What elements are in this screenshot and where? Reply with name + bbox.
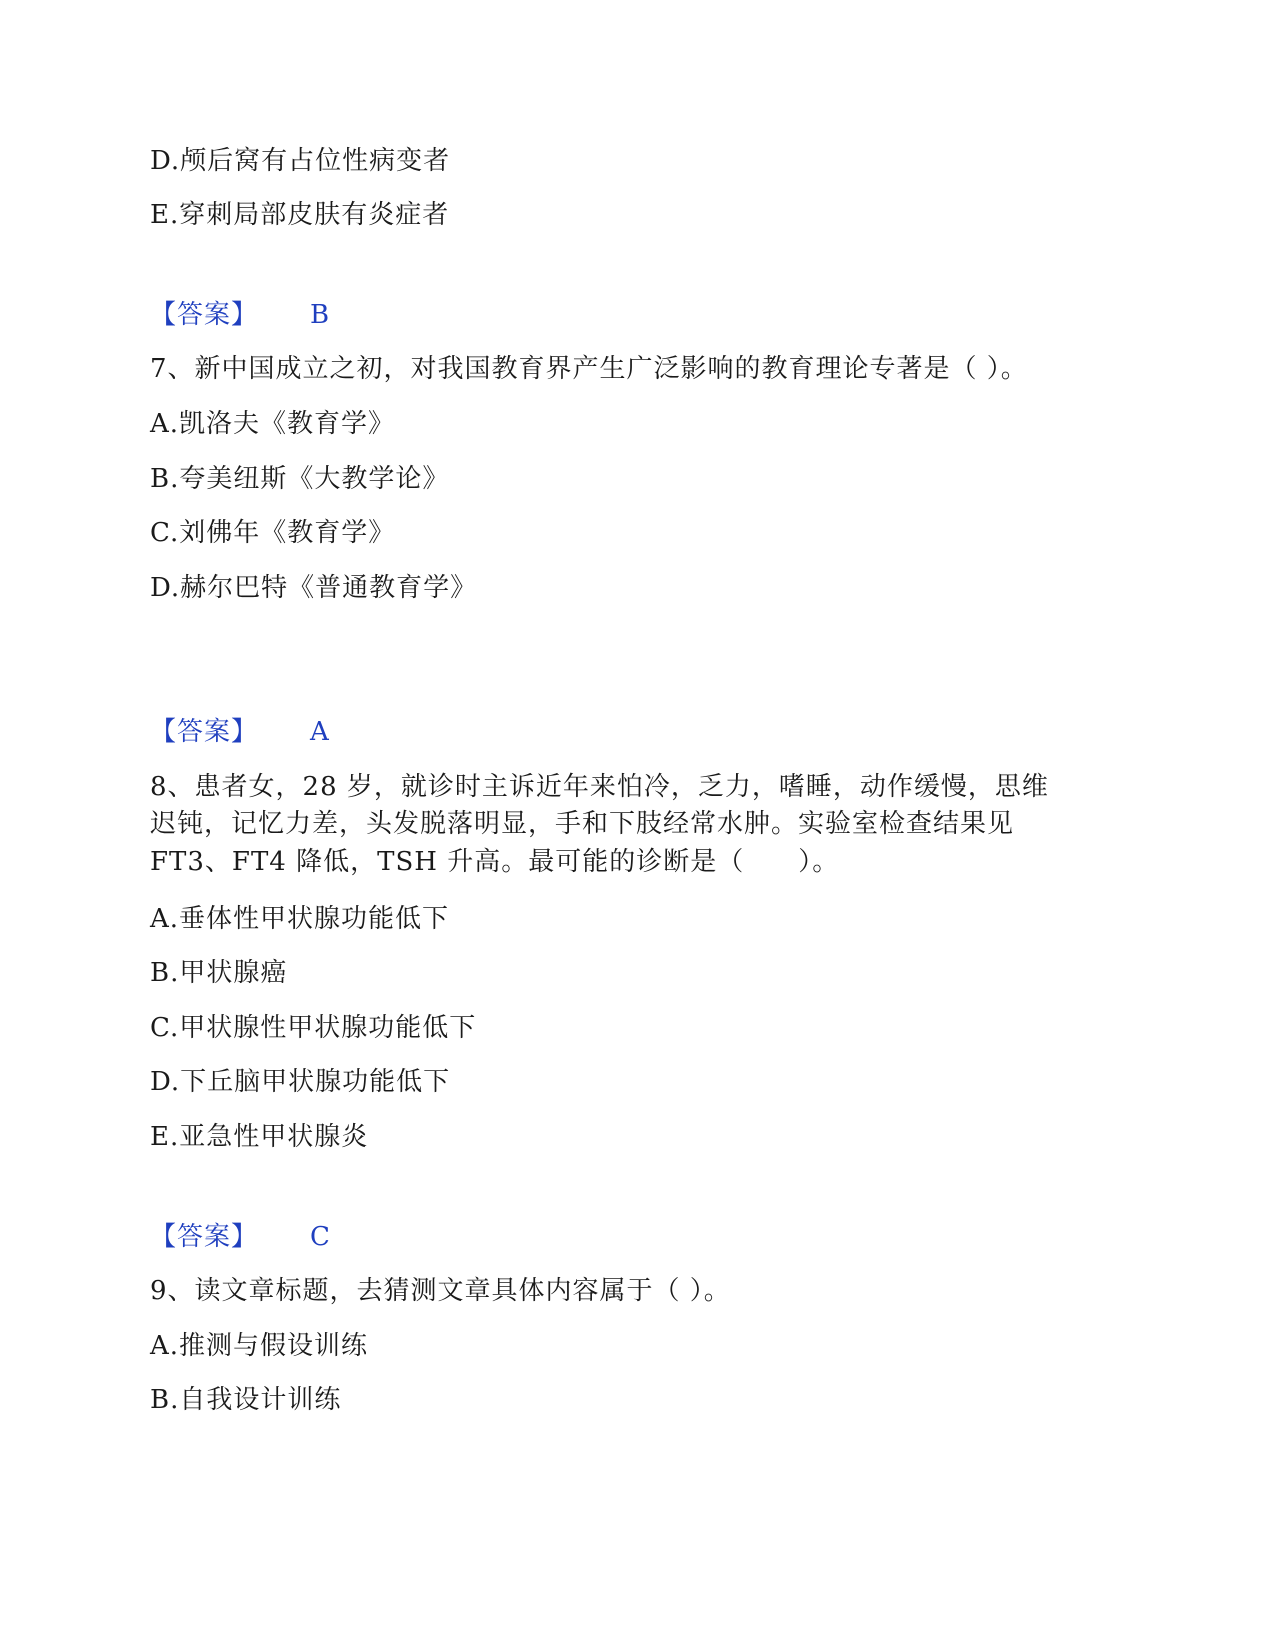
q6-option-e: E.穿刺局部皮肤有炎症者: [150, 200, 450, 230]
answer-label: 【答案】: [150, 300, 259, 330]
answer-label: 【答案】: [150, 717, 259, 747]
q7-answer: [150, 715, 330, 749]
q8-option-c: C.甲状腺性甲状腺功能低下: [150, 1013, 477, 1043]
q8-option-b: B.甲状腺癌: [150, 958, 288, 988]
q8-stem-line-2: 迟钝，记忆力差，头发脱落明显，手和下肢经常水肿。实验室检查结果见: [150, 809, 1015, 839]
q8-option-e: E.亚急性甲状腺炎: [150, 1122, 369, 1152]
q8-stem-line-1: 8、患者女，28 岁，就诊时主诉近年来怕冷，乏力，嗜睡，动作缓慢，思维: [150, 772, 1049, 802]
q7-option-d: D.赫尔巴特《普通教育学》: [150, 573, 478, 603]
q7-option-c: C.刘佛年《教育学》: [150, 518, 396, 548]
answer-value: B: [310, 300, 331, 330]
q8-option-d: D.下丘脑甲状腺功能低下: [150, 1067, 451, 1097]
q8-answer: [150, 1220, 331, 1254]
answer-value: C: [310, 1222, 331, 1252]
answer-label: 【答案】: [150, 1222, 259, 1252]
answer-value: A: [310, 717, 330, 747]
q9-stem: 9、读文章标题，去猜测文章具体内容属于（ ）。: [150, 1276, 731, 1306]
q8-stem-line-3: FT3、FT4 降低，TSH 升高。最可能的诊断是（ ）。: [150, 847, 840, 877]
q6-answer: [150, 298, 330, 332]
q9-option-a: A.推测与假设训练: [150, 1331, 369, 1361]
q7-option-a: A.凯洛夫《教育学》: [150, 409, 396, 439]
q8-option-a: A.垂体性甲状腺功能低下: [150, 904, 450, 934]
q7-stem: 7、新中国成立之初，对我国教育界产生广泛影响的教育理论专著是（ ）。: [150, 354, 1028, 384]
q9-option-b: B.自我设计训练: [150, 1385, 342, 1415]
q6-option-d: D.颅后窝有占位性病变者: [150, 146, 451, 176]
q7-option-b: B.夸美纽斯《大教学论》: [150, 464, 450, 494]
